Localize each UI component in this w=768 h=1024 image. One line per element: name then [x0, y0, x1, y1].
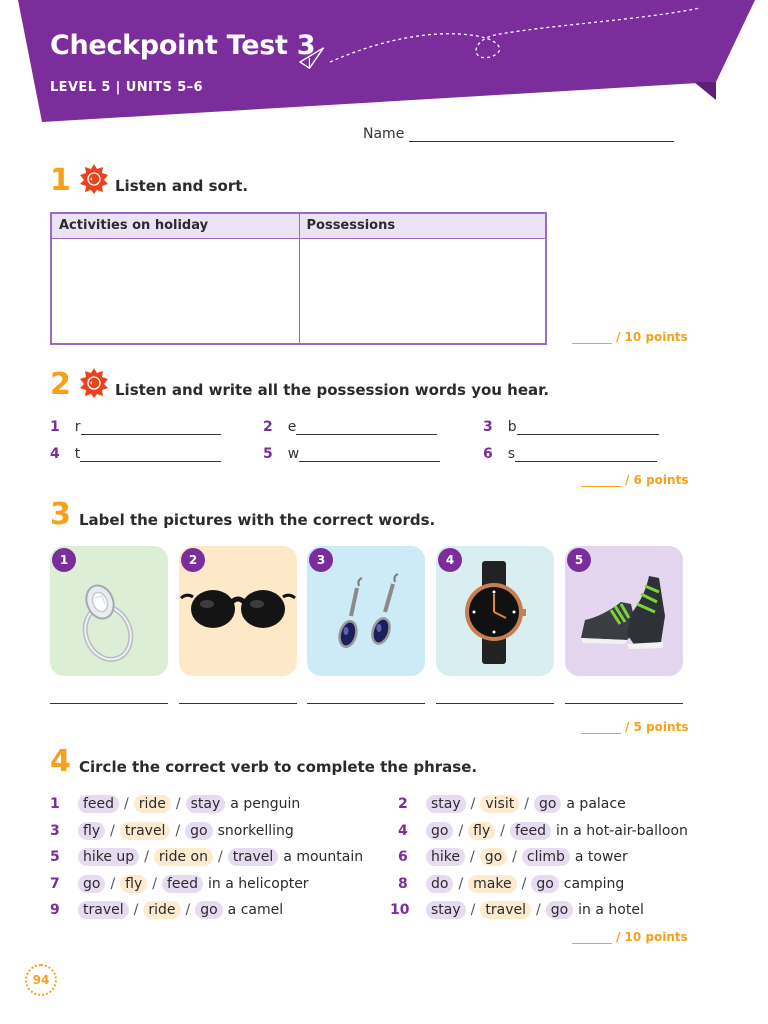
- start-letter: e: [287, 419, 297, 435]
- option-separator: /: [536, 902, 541, 918]
- verb-option[interactable]: travel: [120, 822, 171, 840]
- verb-option[interactable]: feed: [78, 795, 119, 813]
- start-letter: t: [74, 446, 81, 462]
- phrase-ending: in a hotel: [578, 902, 644, 918]
- answer-line[interactable]: [81, 419, 221, 435]
- label-line-2[interactable]: [179, 688, 297, 704]
- item-number: 2: [398, 796, 408, 812]
- verb-option[interactable]: go: [185, 822, 212, 840]
- ex3-number: 3: [50, 497, 71, 532]
- label-line-1[interactable]: [50, 688, 168, 704]
- verb-option[interactable]: go: [531, 875, 558, 893]
- phrase-ending: a palace: [566, 796, 626, 812]
- audio-icon: [79, 164, 109, 194]
- verb-option[interactable]: climb: [522, 848, 570, 866]
- picture-number: 1: [52, 548, 76, 572]
- write-item: [483, 446, 657, 462]
- phrase-ending: snorkelling: [217, 823, 294, 839]
- phrase-ending: a mountain: [283, 849, 364, 865]
- banner-shape: [0, 0, 768, 130]
- verb-option[interactable]: hike up: [78, 848, 139, 866]
- verb-item: [50, 846, 363, 868]
- verb-item: [398, 873, 624, 895]
- option-separator: /: [185, 902, 191, 918]
- verb-option[interactable]: go: [480, 848, 507, 866]
- verb-item: [398, 846, 628, 868]
- points-blank[interactable]: [581, 721, 621, 734]
- ex2-points: [581, 473, 688, 487]
- picture-number: 5: [567, 548, 591, 572]
- picture-card-earrings: [307, 546, 425, 676]
- verb-option[interactable]: stay: [426, 795, 466, 813]
- column-header-possessions: Possessions: [299, 213, 546, 238]
- option-separator: /: [512, 849, 517, 865]
- verb-item: [50, 820, 294, 842]
- item-number: 5: [50, 849, 60, 865]
- ex4-points: [572, 930, 688, 944]
- verb-item: [398, 793, 626, 815]
- name-row: [363, 124, 674, 142]
- item-number: 9: [50, 902, 60, 918]
- item-number: 7: [50, 876, 60, 892]
- ex1-number: 1: [50, 163, 71, 198]
- answer-line[interactable]: [80, 446, 221, 462]
- option-separator: /: [175, 796, 181, 812]
- answer-line[interactable]: [299, 446, 440, 462]
- possessions-cell[interactable]: [299, 238, 546, 344]
- item-number: 4: [398, 823, 408, 839]
- label-line-4[interactable]: [436, 688, 554, 704]
- name-label: Name: [363, 126, 405, 142]
- verb-option[interactable]: feed: [510, 822, 551, 840]
- picture-number: 2: [181, 548, 205, 572]
- option-separator: /: [152, 876, 157, 892]
- verb-option[interactable]: fly: [468, 822, 495, 840]
- start-letter: r: [74, 419, 81, 435]
- option-separator: /: [469, 849, 475, 865]
- ex2-number: 2: [50, 367, 71, 402]
- points-label: / 10 points: [616, 930, 688, 944]
- item-number: 8: [398, 876, 408, 892]
- audio-icon: [79, 368, 109, 398]
- item-number: 6: [483, 446, 493, 462]
- name-input[interactable]: [409, 124, 674, 142]
- verb-option[interactable]: travel: [228, 848, 279, 866]
- verb-item: [50, 899, 283, 921]
- verb-option[interactable]: travel: [78, 901, 129, 919]
- phrase-ending: in a hot-air-balloon: [556, 823, 688, 839]
- option-separator: /: [110, 823, 115, 839]
- picture-card-ring: [50, 546, 168, 676]
- points-blank[interactable]: [572, 931, 612, 944]
- phrase-ending: a penguin: [230, 796, 301, 812]
- item-number: 3: [483, 419, 493, 435]
- write-item: [483, 419, 659, 435]
- verb-item: [50, 793, 300, 815]
- column-header-activities: Activities on holiday: [51, 213, 299, 238]
- phrase-ending: camping: [563, 876, 625, 892]
- page-number: 94: [25, 964, 57, 996]
- answer-line[interactable]: [296, 419, 437, 435]
- verb-item: [50, 873, 309, 895]
- label-line-5[interactable]: [565, 688, 683, 704]
- ex3-instruction: Label the pictures with the correct words.: [79, 511, 436, 529]
- write-item: [50, 419, 221, 435]
- points-blank[interactable]: [572, 331, 612, 344]
- verb-option[interactable]: feed: [162, 875, 203, 893]
- write-item: [263, 446, 440, 462]
- verb-item: [390, 899, 644, 921]
- header-banner: [0, 0, 768, 130]
- sort-table: [50, 212, 547, 345]
- item-number: 10: [390, 902, 410, 918]
- item-number: 1: [50, 419, 60, 435]
- points-label: / 10 points: [616, 330, 688, 344]
- page-title: Checkpoint Test 3: [50, 30, 316, 61]
- option-separator: /: [500, 823, 505, 839]
- item-number: 3: [50, 823, 60, 839]
- activities-cell[interactable]: [51, 238, 299, 344]
- verb-item: [398, 820, 688, 842]
- verb-option[interactable]: go: [78, 875, 105, 893]
- item-number: 6: [398, 849, 408, 865]
- answer-line[interactable]: [515, 446, 657, 462]
- ex3-points: [581, 720, 688, 734]
- ex4-number: 4: [50, 744, 71, 779]
- option-separator: /: [470, 902, 476, 918]
- verb-option[interactable]: stay: [186, 795, 226, 813]
- verb-option[interactable]: ride on: [154, 848, 213, 866]
- verb-option[interactable]: go: [546, 901, 573, 919]
- verb-option[interactable]: fly: [78, 822, 105, 840]
- verb-option[interactable]: travel: [480, 901, 531, 919]
- points-label: / 6 points: [625, 473, 689, 487]
- verb-option[interactable]: make: [468, 875, 516, 893]
- option-separator: /: [217, 849, 223, 865]
- verb-option[interactable]: fly: [120, 875, 147, 893]
- phrase-ending: a tower: [574, 849, 628, 865]
- answer-line[interactable]: [517, 419, 659, 435]
- ex2-instruction: Listen and write all the possession words you hear.: [115, 381, 550, 399]
- page-subtitle: LEVEL 5 | UNITS 5–6: [50, 80, 203, 95]
- ex4-instruction: Circle the correct verb to complete the phrase.: [79, 758, 478, 776]
- verb-option[interactable]: do: [426, 875, 453, 893]
- verb-option[interactable]: go: [426, 822, 453, 840]
- write-item: [50, 446, 221, 462]
- item-number: 4: [50, 446, 60, 462]
- option-separator: /: [458, 823, 464, 839]
- verb-option[interactable]: ride: [134, 795, 171, 813]
- picture-card-watch: [436, 546, 554, 676]
- label-line-3[interactable]: [307, 688, 425, 704]
- option-separator: /: [133, 902, 139, 918]
- start-letter: b: [507, 419, 517, 435]
- verb-option[interactable]: stay: [426, 901, 466, 919]
- option-separator: /: [175, 823, 181, 839]
- option-separator: /: [110, 876, 116, 892]
- start-letter: w: [287, 446, 300, 462]
- option-separator: /: [124, 796, 129, 812]
- points-blank[interactable]: [581, 474, 621, 487]
- phrase-ending: a camel: [227, 902, 284, 918]
- picture-number: 3: [309, 548, 333, 572]
- verb-option[interactable]: go: [195, 901, 222, 919]
- ex1-points: [572, 330, 688, 344]
- item-number: 1: [50, 796, 60, 812]
- item-number: 2: [263, 419, 273, 435]
- option-separator: /: [470, 796, 476, 812]
- option-separator: /: [144, 849, 149, 865]
- verb-option[interactable]: visit: [480, 795, 519, 813]
- verb-option[interactable]: hike: [426, 848, 465, 866]
- start-letter: s: [507, 446, 516, 462]
- verb-option[interactable]: ride: [143, 901, 180, 919]
- phrase-ending: in a helicopter: [208, 876, 309, 892]
- points-label: / 5 points: [625, 720, 689, 734]
- picture-card-trainers: [565, 546, 683, 676]
- write-item: [263, 419, 437, 435]
- picture-number: 4: [438, 548, 462, 572]
- ex1-instruction: Listen and sort.: [115, 177, 249, 195]
- option-separator: /: [458, 876, 464, 892]
- item-number: 5: [263, 446, 273, 462]
- option-separator: /: [524, 796, 529, 812]
- verb-option[interactable]: go: [534, 795, 561, 813]
- picture-card-sunglasses: [179, 546, 297, 676]
- option-separator: /: [521, 876, 527, 892]
